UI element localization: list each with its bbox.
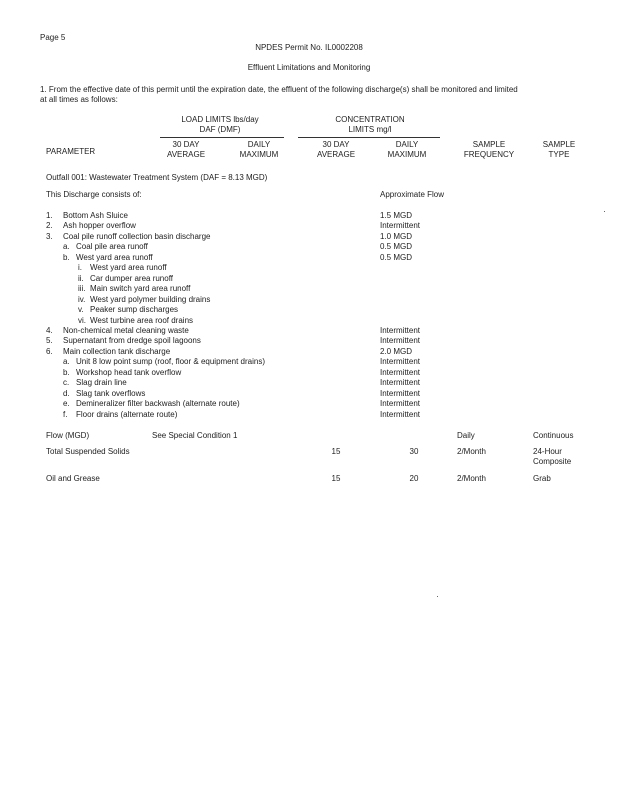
- discharge-item-marker: iv.: [78, 294, 86, 304]
- discharge-item-label: Slag drain line: [76, 378, 127, 388]
- load-limits-subtitle: DAF (DMF): [199, 125, 241, 134]
- load-avg-header-2: AVERAGE: [166, 150, 206, 159]
- discharge-item-flow: Intermittent: [380, 221, 421, 231]
- concentration-rule: [298, 137, 440, 138]
- discharge-item-label: Unit 8 low point sump (roof, floor & equipment drains): [76, 357, 265, 367]
- discharge-item-flow: 1.5 MGD: [380, 211, 413, 220]
- discharge-item-label: West yard area runoff: [90, 263, 167, 273]
- discharge-item-flow: Intermittent: [380, 367, 421, 377]
- discharge-item-label: Main collection tank discharge: [63, 346, 171, 356]
- load-limits-title: LOAD LIMITS lbs/day: [181, 115, 259, 124]
- discharge-item-flow: Intermittent: [380, 409, 421, 419]
- scan-speck: [437, 596, 438, 597]
- tss-frequency: 2/Month: [457, 447, 486, 456]
- tss-sample-type-2: Composite: [533, 457, 572, 466]
- discharge-item-label: Workshop head tank overflow: [76, 367, 182, 377]
- discharge-item-marker: a.: [63, 357, 70, 367]
- discharge-item-label: West yard area runoff: [76, 252, 153, 262]
- sample-type-header-1: SAMPLE: [542, 140, 576, 149]
- discharge-item-flow: 2.0 MGD: [380, 346, 413, 356]
- flow-sample-type: Continuous: [533, 431, 574, 440]
- flow-parameter: Flow (MGD): [46, 431, 90, 440]
- discharge-item-label: Coal pile runoff collection basin discharge: [63, 231, 211, 241]
- discharge-item-marker: b.: [63, 367, 70, 377]
- discharge-item-marker: c.: [63, 378, 70, 388]
- discharge-item-marker: 3.: [46, 231, 53, 241]
- discharge-item-label: Floor drains (alternate route): [76, 409, 178, 419]
- oil-grease-conc-avg: 15: [331, 474, 341, 483]
- flow-special-condition: See Special Condition 1: [152, 431, 238, 440]
- section-title: Effluent Limitations and Monitoring: [247, 63, 371, 72]
- conc-max-header-1: DAILY: [395, 140, 419, 149]
- page-number: Page 5: [40, 33, 66, 42]
- discharge-item-label: Demineralizer filter backwash (alternate route): [76, 399, 240, 409]
- conc-max-header-2: MAXIMUM: [387, 150, 427, 159]
- discharge-item-marker: 4.: [46, 325, 53, 335]
- discharge-item-label: Peaker sump discharges: [90, 305, 179, 315]
- approximate-flow-header: Approximate Flow: [380, 190, 445, 199]
- oil-grease-sample-type: Grab: [533, 474, 551, 483]
- discharge-item-flow: Intermittent: [380, 357, 421, 367]
- discharge-item-flow: Intermittent: [380, 399, 421, 409]
- flow-frequency: Daily: [457, 431, 475, 440]
- discharge-item-marker: i.: [78, 263, 82, 273]
- sample-frequency-header-1: SAMPLE: [472, 140, 506, 149]
- discharge-item-marker: 6.: [46, 346, 53, 356]
- discharge-item-marker: iii.: [78, 284, 86, 294]
- concentration-subtitle: LIMITS mg/l: [348, 125, 392, 134]
- intro-line-1: 1. From the effective date of this permit until the expiration date, the effluent of the following discharge(s) shall be monitored and limited: [40, 85, 518, 94]
- concentration-title: CONCENTRATION: [335, 115, 405, 124]
- discharge-item-marker: b.: [63, 252, 70, 262]
- sample-type-header-2: TYPE: [548, 150, 570, 159]
- discharge-item-marker: 5.: [46, 336, 53, 346]
- discharge-item-label: Non-chemical metal cleaning waste: [63, 325, 189, 335]
- discharge-item-marker: d.: [63, 388, 70, 398]
- tss-parameter: Total Suspended Solids: [46, 447, 130, 456]
- discharge-item-marker: 2.: [46, 221, 53, 231]
- discharge-item-marker: f.: [63, 409, 68, 419]
- discharge-item-flow: Intermittent: [380, 388, 421, 398]
- discharge-item-label: Ash hopper overflow: [63, 221, 136, 231]
- discharge-item-label: West yard polymer building drains: [90, 294, 211, 304]
- discharge-item-marker: a.: [63, 242, 70, 252]
- discharge-item-label: Car dumper area runoff: [90, 273, 174, 283]
- discharge-item-flow: 1.0 MGD: [380, 231, 413, 241]
- discharge-item-marker: e.: [63, 399, 70, 409]
- outfall-title: Outfall 001: Wastewater Treatment System (DAF = 8.13 MGD): [46, 173, 268, 182]
- conc-avg-header-1: 30 DAY: [322, 140, 350, 149]
- oil-grease-parameter: Oil and Grease: [46, 474, 100, 483]
- permit-number: NPDES Permit No. IL0002208: [255, 43, 363, 52]
- discharge-intro: This Discharge consists of:: [46, 190, 142, 199]
- discharge-item-flow: Intermittent: [380, 325, 421, 335]
- discharge-item-marker: 1.: [46, 211, 53, 220]
- scan-speck: [604, 211, 605, 212]
- discharge-item-marker: vi.: [78, 315, 86, 325]
- load-max-header-1: DAILY: [247, 140, 271, 149]
- sample-frequency-header-2: FREQUENCY: [463, 150, 515, 159]
- discharge-item-label: Main switch yard area runoff: [90, 284, 191, 294]
- discharge-item-marker: v.: [78, 305, 84, 315]
- discharge-item-label: Supernatant from dredge spoil lagoons: [63, 336, 201, 346]
- conc-avg-header-2: AVERAGE: [316, 150, 356, 159]
- discharge-item-label: Coal pile area runoff: [76, 242, 148, 252]
- discharge-item-flow: Intermittent: [380, 378, 421, 388]
- oil-grease-frequency: 2/Month: [457, 474, 486, 483]
- oil-grease-conc-max: 20: [409, 474, 419, 483]
- tss-sample-type-1: 24-Hour: [533, 447, 562, 456]
- discharge-item-marker: ii.: [78, 273, 84, 283]
- discharge-item-flow: Intermittent: [380, 336, 421, 346]
- load-max-header-2: MAXIMUM: [239, 150, 279, 159]
- intro-line-2: at all times as follows:: [40, 95, 118, 104]
- load-avg-header-1: 30 DAY: [172, 140, 200, 149]
- discharge-item-flow: 0.5 MGD: [380, 242, 413, 252]
- tss-conc-max: 30: [409, 447, 419, 456]
- load-limits-rule: [160, 137, 284, 138]
- discharge-item-label: West turbine area roof drains: [90, 315, 194, 325]
- parameter-header: PARAMETER: [46, 147, 96, 156]
- discharge-item-flow: 0.5 MGD: [380, 252, 413, 262]
- discharge-item-label: Bottom Ash Sluice: [63, 211, 128, 220]
- discharge-item-label: Slag tank overflows: [76, 388, 146, 398]
- tss-conc-avg: 15: [331, 447, 341, 456]
